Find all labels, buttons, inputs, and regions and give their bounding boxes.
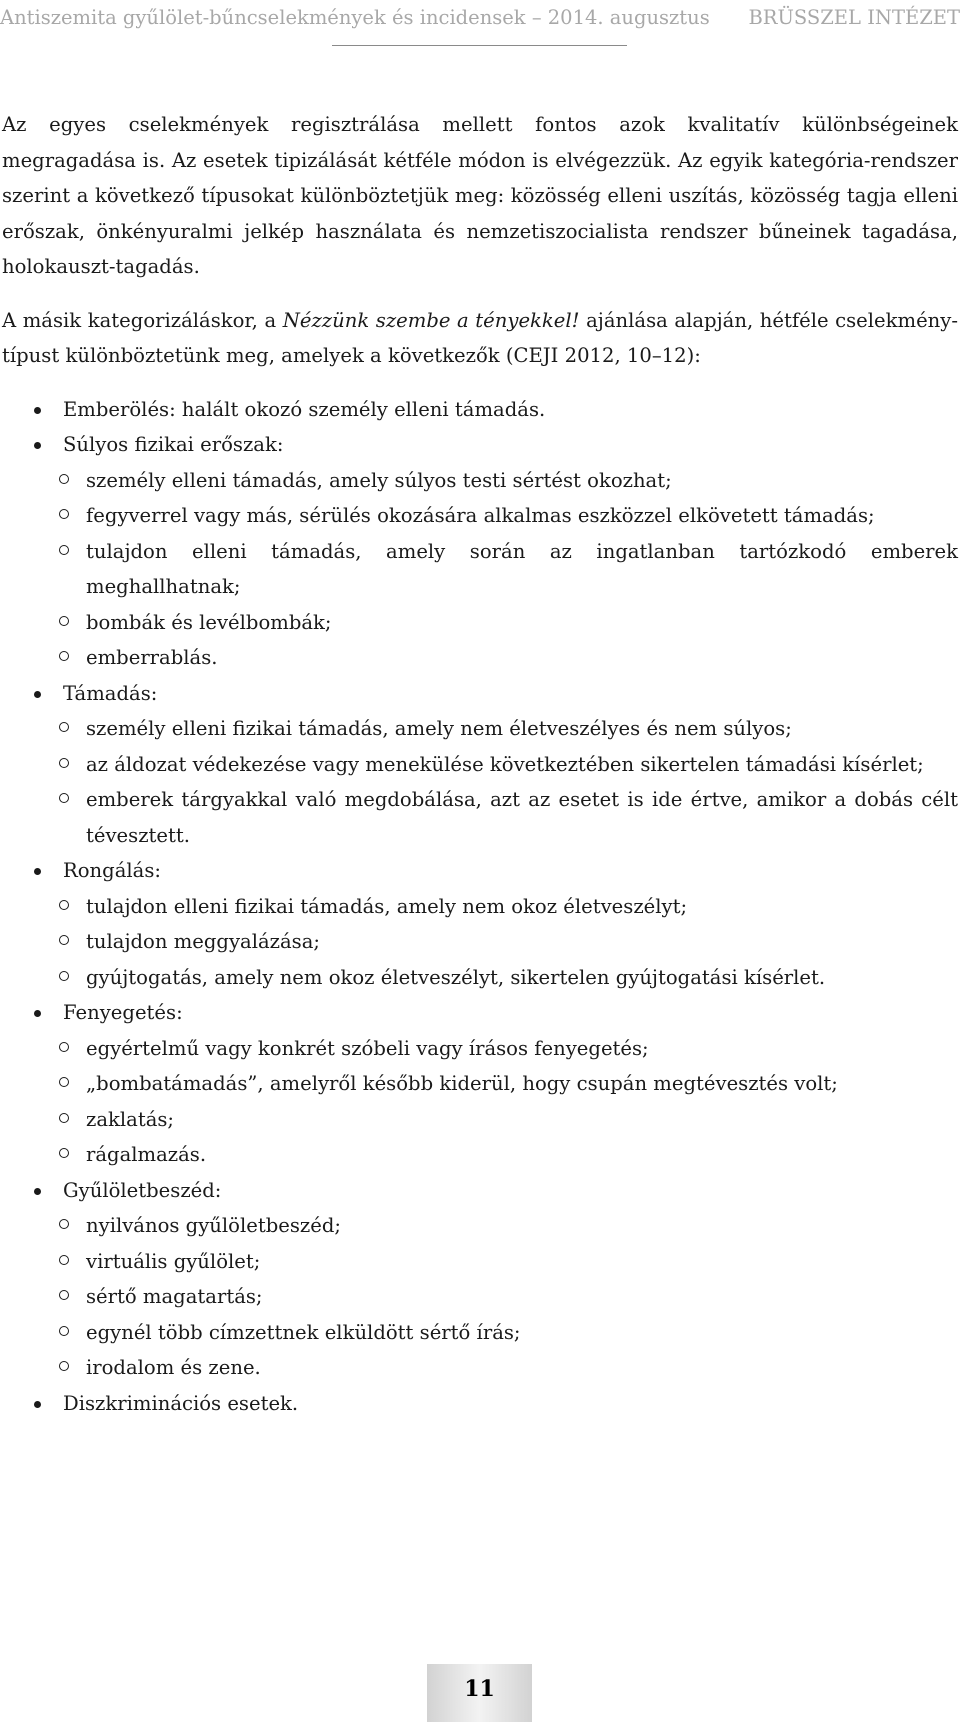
circle-bullet-icon (59, 474, 69, 484)
subcategory-text: sértő magatartás; (86, 1285, 263, 1308)
running-header (0, 6, 960, 40)
bullet-icon (34, 1188, 41, 1195)
subcategory-text: nyilvános gyűlöletbeszéd; (86, 1214, 341, 1237)
subcategory-text: bombák és levélbombák; (86, 610, 332, 634)
category-item (2, 392, 958, 428)
subcategory-item (2, 1031, 958, 1067)
page-content (2, 107, 958, 1421)
circle-bullet-icon (59, 545, 69, 555)
circle-bullet-icon (59, 971, 69, 981)
subcategory-item (2, 711, 958, 747)
subcategory-item (2, 747, 958, 783)
subcategory-item (2, 1279, 958, 1315)
paragraph-text-after: ajánlása alapján, hétféle cselekmény-típust különböztetünk meg, amelyek a következők (CEJI 2012, 10–12): (2, 308, 958, 367)
category-list (2, 392, 958, 1422)
subcategory-item (2, 924, 958, 960)
subcategory-item (2, 1208, 958, 1244)
intro-paragraph: Az egyes cselekmények regisztrálása mellett fontos azok kvalitatív különbségeinek megragadása is. Az esetek tipizálását kétféle módon is elvégezzük. Az egyik kategória-rendszer szerint a következő típusokat különböztetjük meg: közösség elleni uszítás, közösség tagja elleni erőszak, önkényuralmi jelkép használata és nemzetiszocialista rendszer bűneinek tagadása, holokauszt-tagadás. (2, 113, 958, 278)
subcategory-text: rágalmazás. (86, 1143, 207, 1166)
circle-bullet-icon (59, 1290, 69, 1300)
subcategory-text: tulajdon elleni fizikai támadás, amely nem okoz életveszélyt; (86, 894, 688, 918)
subcategory-text: emberek tárgyakkal való megdobálása, azt az esetet is ide értve, amikor a dobás célt tévesztett. (86, 788, 958, 847)
category-label: Diszkriminációs esetek. (63, 1391, 299, 1415)
subcategory-text: egynél több címzettnek elküldött sértő írás; (86, 1320, 521, 1344)
subcategory-item (2, 463, 958, 499)
page-number-box (427, 1664, 532, 1722)
subcategory-text: az áldozat védekezése vagy menekülése következtében sikertelen támadási kísérlet; (86, 752, 924, 776)
category-label: Fenyegetés: (63, 1001, 183, 1024)
subcategory-text: emberrablás. (86, 646, 218, 669)
page-number: 11 (464, 1676, 495, 1702)
circle-bullet-icon (59, 651, 69, 661)
category-label: Emberölés: halált okozó személy elleni támadás. (63, 397, 546, 421)
bullet-icon (34, 691, 41, 698)
subcategory-item (2, 498, 958, 534)
circle-bullet-icon (59, 793, 69, 803)
subcategory-item (2, 1350, 958, 1386)
subcategory-list (63, 1208, 958, 1386)
subcategory-item (2, 1315, 958, 1351)
category-item (2, 995, 958, 1173)
categorization-paragraph (2, 303, 958, 374)
category-label: Rongálás: (63, 859, 161, 882)
subcategory-text: virtuális gyűlölet; (86, 1249, 261, 1273)
subcategory-item (2, 640, 958, 676)
subcategory-item (2, 960, 958, 996)
subcategory-item (2, 605, 958, 641)
bullet-icon (34, 407, 41, 414)
circle-bullet-icon (59, 722, 69, 732)
subcategory-text: személy elleni fizikai támadás, amely nem életveszélyes és nem súlyos; (86, 717, 792, 740)
circle-bullet-icon (59, 758, 69, 768)
subcategory-item (2, 1102, 958, 1138)
subcategory-item (2, 1244, 958, 1280)
circle-bullet-icon (59, 509, 69, 519)
header-org: BRÜSSZEL INTÉZET (748, 6, 960, 29)
subcategory-item (2, 534, 958, 605)
circle-bullet-icon (59, 1219, 69, 1229)
bullet-icon (34, 868, 41, 875)
category-item (2, 427, 958, 676)
circle-bullet-icon (59, 616, 69, 626)
category-label: Támadás: (63, 681, 158, 705)
category-item (2, 1386, 958, 1422)
bullet-icon (34, 442, 41, 449)
paragraph-text-before: A másik kategorizáláskor, a (2, 308, 283, 332)
subcategory-list (63, 1031, 958, 1173)
header-divider (332, 45, 627, 46)
bullet-icon (34, 1010, 41, 1017)
circle-bullet-icon (59, 1113, 69, 1123)
subcategory-item (2, 1137, 958, 1173)
subcategory-text: irodalom és zene. (86, 1356, 261, 1379)
category-label: Gyűlöletbeszéd: (63, 1178, 222, 1202)
circle-bullet-icon (59, 1326, 69, 1336)
subcategory-item (2, 1066, 958, 1102)
subcategory-text: tulajdon elleni támadás, amely során az ingatlanban tartózkodó emberek meghallhatnak; (86, 539, 958, 598)
subcategory-text: gyújtogatás, amely nem okoz életveszélyt, sikertelen gyújtogatási kísérlet. (86, 965, 826, 989)
subcategory-text: fegyverrel vagy más, sérülés okozására alkalmas eszközzel elkövetett támadás; (86, 504, 875, 527)
bullet-icon (34, 1401, 41, 1408)
category-item (2, 1173, 958, 1386)
subcategory-item (2, 889, 958, 925)
category-item (2, 676, 958, 854)
subcategory-text: „bombatámadás”, amelyről később kiderül, hogy csupán megtévesztés volt; (86, 1072, 838, 1095)
category-label: Súlyos fizikai erőszak: (63, 433, 284, 456)
circle-bullet-icon (59, 1148, 69, 1158)
header-title: Antiszemita gyűlölet-bűncselekmények és incidensek – 2014. augusztus (0, 6, 710, 29)
subcategory-text: tulajdon meggyalázása; (86, 930, 321, 953)
circle-bullet-icon (59, 1077, 69, 1087)
circle-bullet-icon (59, 1361, 69, 1371)
circle-bullet-icon (59, 935, 69, 945)
italic-title: Nézzünk szembe a tényekkel! (282, 308, 580, 332)
subcategory-list (63, 463, 958, 676)
subcategory-item (2, 782, 958, 853)
subcategory-text: zaklatás; (86, 1107, 175, 1131)
subcategory-text: személy elleni támadás, amely súlyos testi sértést okozhat; (86, 468, 672, 492)
circle-bullet-icon (59, 900, 69, 910)
subcategory-list (63, 889, 958, 996)
circle-bullet-icon (59, 1042, 69, 1052)
subcategory-list (63, 711, 958, 853)
circle-bullet-icon (59, 1255, 69, 1265)
subcategory-text: egyértelmű vagy konkrét szóbeli vagy írásos fenyegetés; (86, 1036, 649, 1060)
category-item (2, 853, 958, 995)
